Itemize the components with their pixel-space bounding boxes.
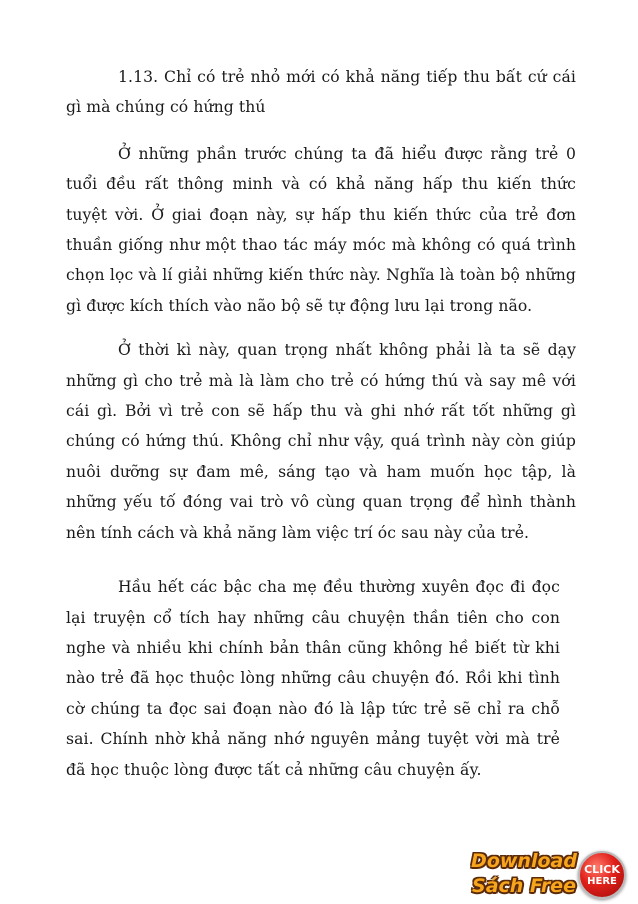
document-body: [66, 62, 576, 785]
section-heading: 1.13. Chỉ có trẻ nhỏ mới có khả năng tiếp thu bất cứ cái gì mà chúng có hứng thú: [66, 68, 576, 117]
paragraph-2: Ở thời kì này, quan trọng nhất không phải là ta sẽ dạy những gì cho trẻ mà là làm cho trẻ có hứng thú và say mê với cái gì. Bởi vì trẻ con sẽ hấp thu và ghi nhớ rất tốt những gì chúng có hứng thú. Không chỉ như vậy, quá trình này còn giúp nuôi dưỡng sự đam mê, sáng tạo và ham muốn học tập, là những yếu tố đóng vai trò vô cùng quan trọng để hình thành nên tính cách và khả năng làm việc trí óc sau này của trẻ.: [66, 341, 576, 542]
paragraph-1: Ở những phần trước chúng ta đã hiểu được rằng trẻ 0 tuổi đều rất thông minh và có khả năng hấp thu kiến thức tuyệt vời. Ở giai đoạn này, sự hấp thu kiến thức của trẻ đơn thuần giống như một thao tác máy móc mà không có quá trình chọn lọc và lí giải những kiến thức này. Nghĩa là toàn bộ những gì được kích thích vào não bộ sẽ tự động lưu lại trong não.: [66, 144, 576, 315]
click-label: CLICK: [584, 863, 620, 876]
download-banner[interactable]: [470, 849, 630, 903]
click-here-button[interactable]: [578, 851, 626, 899]
download-label[interactable]: Download: [471, 850, 577, 872]
here-label: HERE: [587, 876, 617, 887]
paragraph-3: Hầu hết các bậc cha mẹ đều thường xuyên đọc đi đọc lại truyện cổ tích hay những câu chuyện thần tiên cho con nghe và nhiều khi chính bản thân cũng không hề biết từ khi nào trẻ đã học thuộc lòng những câu chuyện đó. Rồi khi tình cờ chúng ta đọc sai đoạn nào đó là lập tức trẻ sẽ chỉ ra chỗ sai. Chính nhờ khả năng nhớ nguyên mảng tuyệt vời mà trẻ đã học thuộc lòng được tất cả những câu chuyện ấy.: [66, 578, 560, 779]
free-book-label[interactable]: Sách Free: [472, 875, 576, 897]
